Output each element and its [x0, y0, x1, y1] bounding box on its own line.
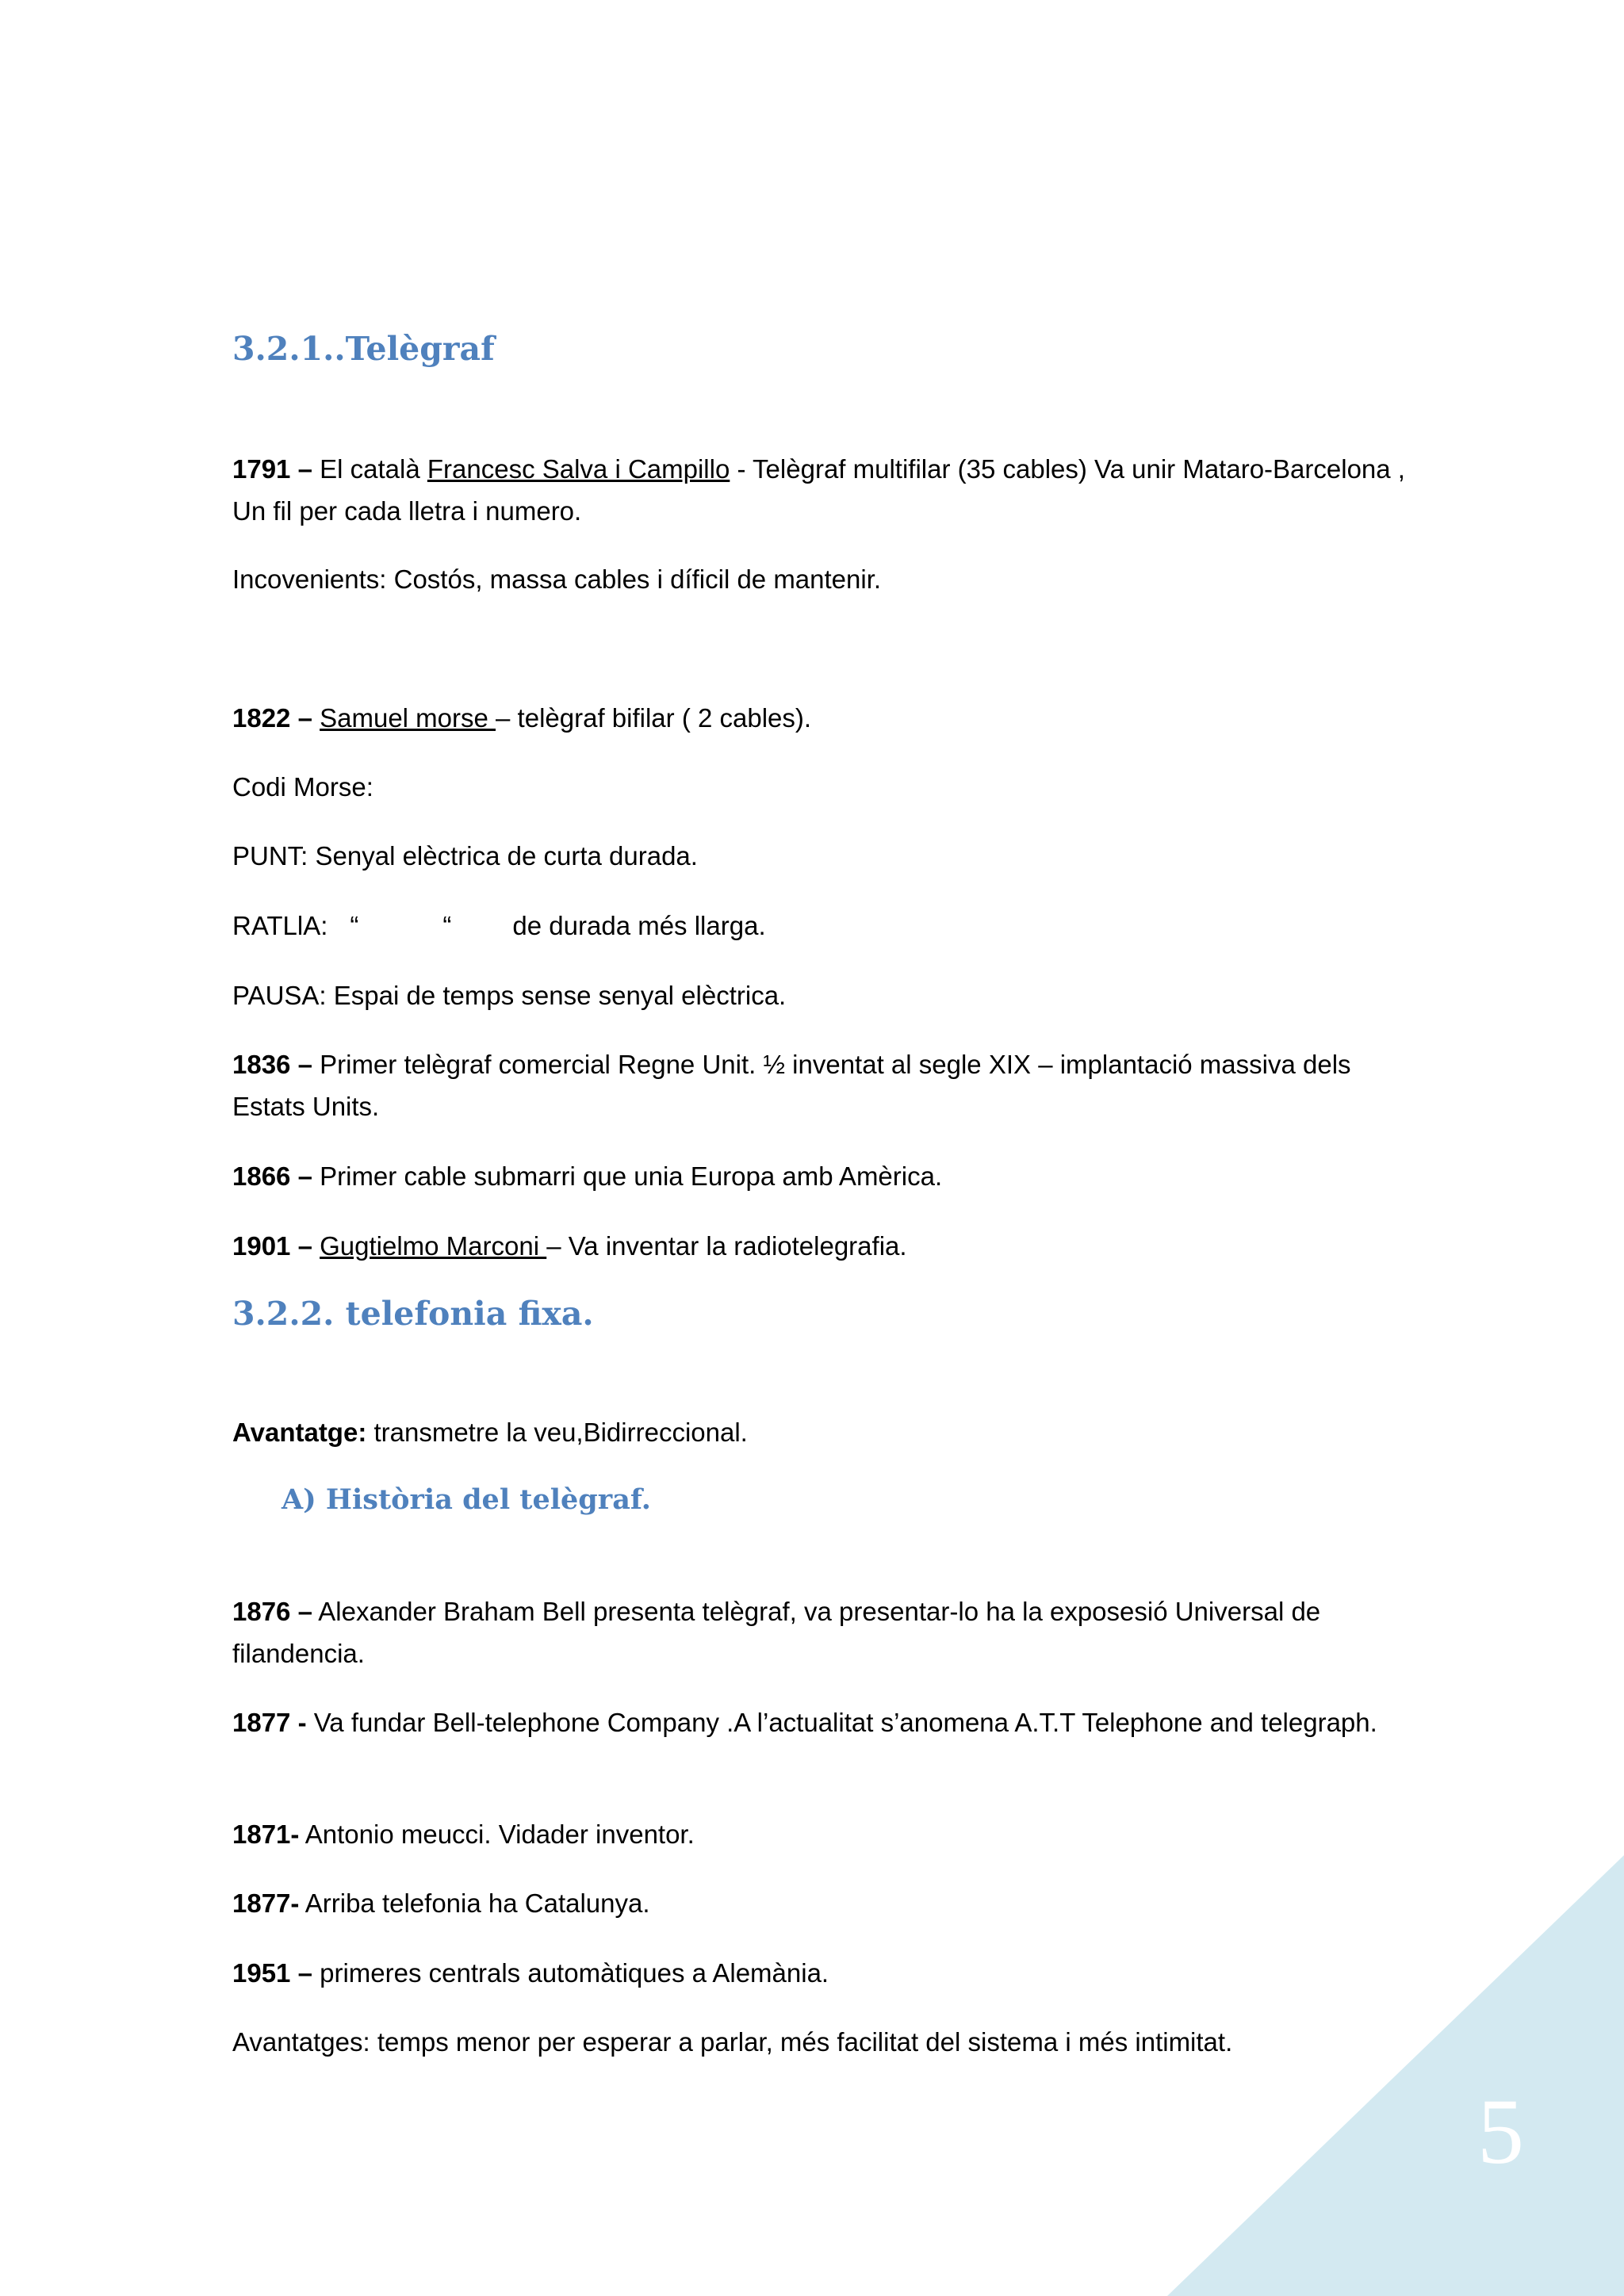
paragraph-pausa: PAUSA: Espai de temps sense senyal elèctrica. [232, 981, 787, 1010]
text-1901: – Va inventar la radiotelegrafia. [546, 1231, 907, 1261]
section-heading-telegraf: 3.2.1..Telègraf [232, 330, 495, 368]
text-1877-a: Va fundar Bell-telephone Company .A l’actualitat s’anomena A.T.T Telephone and telegraph. [306, 1708, 1377, 1737]
text-1791-a: El català [312, 454, 427, 484]
text-1951: primeres centrals automàtiques a Alemània. [312, 1958, 829, 1988]
text-1791-b: - Telègraf multifilar (35 cables) Va unir Mataro-Barcelona , Un fil per cada lletra i numero. [232, 454, 1405, 526]
paragraph-1877-catalunya [232, 1882, 1406, 1924]
paragraph-1877-bell [232, 1701, 1406, 1743]
paragraph-1871 [232, 1813, 1406, 1855]
person-salva: Francesc Salva i Campillo [427, 454, 730, 484]
paragraph-ratlla [232, 905, 1406, 947]
paragraph-avantatges: Avantatges: temps menor per esperar a parlar, més facilitat del sistema i més intimitat. [232, 2027, 1233, 2057]
year-1901: 1901 – [232, 1231, 312, 1261]
year-1951: 1951 – [232, 1958, 312, 1988]
page-number: 5 [1477, 2080, 1524, 2183]
text-1822: – telègraf bifilar ( 2 cables). [496, 703, 812, 733]
paragraph-punt: PUNT: Senyal elèctrica de curta durada. [232, 841, 698, 871]
year-1876: 1876 – [232, 1597, 312, 1626]
paragraph-1866 [232, 1155, 1406, 1197]
paragraph-1951 [232, 1952, 1406, 1994]
text-1877-b: Arriba telefonia ha Catalunya. [299, 1888, 650, 1918]
year-1877-b: 1877- [232, 1888, 300, 1918]
ratlla-label: RATLlA: [232, 911, 328, 940]
paragraph-avantatge [232, 1411, 1406, 1453]
year-1871: 1871- [232, 1820, 300, 1849]
paragraph-1901 [232, 1225, 1406, 1267]
ratlla-text: de durada més llarga. [512, 911, 766, 940]
paragraph-1836 [232, 1043, 1406, 1127]
text-1876: Alexander Braham Bell presenta telègraf, va presentar-lo ha la exposesió Universal de filandencia. [232, 1597, 1321, 1668]
year-1836: 1836 – [232, 1050, 312, 1079]
text-1866: Primer cable submarri que unia Europa amb Amèrica. [312, 1161, 943, 1191]
person-marconi: Gugtielmo Marconi [320, 1231, 547, 1261]
year-1791: 1791 – [232, 454, 312, 484]
year-1866: 1866 – [232, 1161, 312, 1191]
text-1836: Primer telègraf comercial Regne Unit. ½ inventat al segle XIX – implantació massiva dels Estats Units. [232, 1050, 1351, 1121]
paragraph-codi-morse: Codi Morse: [232, 772, 373, 802]
paragraph-inconvenients: Incovenients: Costós, massa cables i díficil de mantenir. [232, 564, 882, 594]
ratlla-quote-2: “ [442, 911, 452, 940]
ratlla-quote-1: “ [350, 911, 359, 940]
avantatge-text: transmetre la veu,Bidirreccional. [366, 1418, 748, 1447]
paragraph-1791 [232, 448, 1406, 532]
text-1871: Antonio meucci. Vidader inventor. [299, 1820, 695, 1849]
person-morse: Samuel morse [320, 703, 496, 733]
subheading-historia: A) Història del telègraf. [282, 1483, 651, 1516]
avantatge-label: Avantatge: [232, 1418, 367, 1447]
year-1877-a: 1877 - [232, 1708, 307, 1737]
section-heading-telefonia: 3.2.2. telefonia fixa. [232, 1295, 594, 1333]
paragraph-1822 [232, 697, 1406, 739]
paragraph-1876 [232, 1590, 1406, 1674]
year-1822: 1822 – [232, 703, 312, 733]
